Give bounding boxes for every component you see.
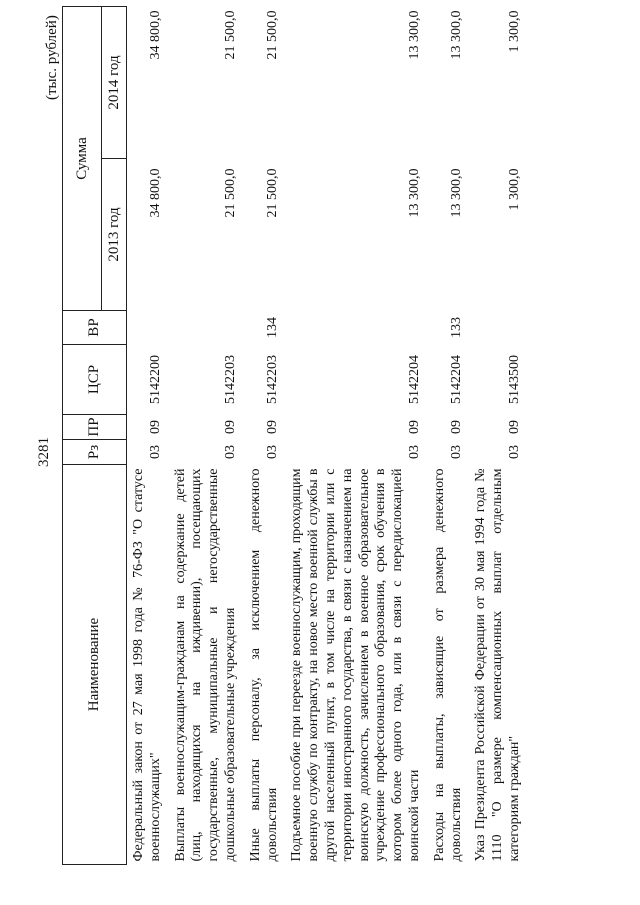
header-name: Наименование <box>63 465 127 865</box>
row-vr-cell <box>169 311 244 345</box>
header-vr: ВР <box>63 311 127 345</box>
row-pr-cell: 09 <box>506 420 522 434</box>
page-number: 3281 <box>36 437 52 467</box>
header-2013: 2013 год <box>102 159 127 311</box>
row-2013-cell: 1 300,0 <box>506 168 522 211</box>
budget-table <box>62 6 528 865</box>
row-rz-cell: 03 <box>264 445 280 459</box>
units-label: (тыс. рублей) <box>44 15 60 100</box>
row-vr-cell: 134 <box>264 317 280 338</box>
row-csr-cell: 5142200 <box>147 355 163 404</box>
row-csr-cell: 5142203 <box>264 355 280 404</box>
row-pr-cell: 09 <box>222 420 238 434</box>
row-vr-cell <box>285 311 427 345</box>
row-pr-cell: 09 <box>406 420 422 434</box>
row-csr-cell: 5142204 <box>448 355 464 404</box>
table-row <box>169 6 244 864</box>
row-2014-cell: 21 500,0 <box>222 10 238 60</box>
header-pr: ПР <box>63 415 127 440</box>
row-2014-cell: 21 500,0 <box>264 10 280 60</box>
row-name-cell: Расходы на выплаты, зависящие от размера денежного довольствия <box>431 468 464 862</box>
row-rz-cell: 03 <box>222 445 238 459</box>
row-name-cell: Указ Президента Российской Федерации от 30 мая 1994 года № 1110 "О размере компенсационных выплат отдельным категориям граждан" <box>473 468 522 862</box>
row-vr-cell <box>127 311 169 345</box>
row-rz-cell: 03 <box>506 445 522 459</box>
row-2013-cell: 34 800,0 <box>147 168 163 218</box>
row-2014-cell: 34 800,0 <box>147 10 163 60</box>
row-vr-cell: 133 <box>448 317 464 338</box>
row-2014-cell: 13 300,0 <box>406 10 422 60</box>
table-row <box>244 6 286 864</box>
row-rz-cell: 03 <box>406 445 422 459</box>
table-header <box>63 6 127 864</box>
header-rz: Рз <box>63 440 127 465</box>
row-name-cell: Подъемное пособие при переезде военнослужащим, проходящим военную службу по контракту, на новое место военной службы в другой населенный пункт, в том числе на территории или с территории иностранного государства, в связи с назначением на воинскую должность, зачислением в военное образовательное учреждение профессионального образования, срок обучения в котором более одного года, или в связи с передислокацией воинской части <box>289 468 422 862</box>
row-vr-cell <box>469 311 527 345</box>
header-2014: 2014 год <box>102 6 127 158</box>
row-2013-cell: 21 500,0 <box>222 168 238 218</box>
table-row <box>285 6 427 864</box>
header-sum: Сумма <box>63 6 102 310</box>
row-2014-cell: 1 300,0 <box>506 10 522 53</box>
row-csr-cell: 5143500 <box>506 355 522 404</box>
table-row <box>127 6 169 864</box>
row-csr-cell: 5142203 <box>222 355 238 404</box>
header-csr: ЦСР <box>63 345 127 415</box>
row-name-cell: Иные выплаты персоналу, за исключением денежного довольствия <box>247 468 280 862</box>
table-row <box>428 6 470 864</box>
table-body <box>127 6 528 864</box>
row-rz-cell: 03 <box>448 445 464 459</box>
row-2013-cell: 21 500,0 <box>264 168 280 218</box>
row-rz-cell: 03 <box>147 445 163 459</box>
row-2014-cell: 13 300,0 <box>448 10 464 60</box>
row-name-cell: Федеральный закон от 27 мая 1998 года № 76-ФЗ "О статусе военнослужащих" <box>131 468 163 862</box>
table-row <box>469 6 527 864</box>
row-2013-cell: 13 300,0 <box>406 168 422 218</box>
row-pr-cell: 09 <box>147 420 163 434</box>
row-name-cell: Выплаты военнослужащим-гражданам на содержание детей (лиц, находящихся на иждивении), посещающих государственные, муниципальные и негосударственные дошкольные образовательные учреждения <box>172 468 238 862</box>
row-2013-cell: 13 300,0 <box>448 168 464 218</box>
row-pr-cell: 09 <box>264 420 280 434</box>
row-csr-cell: 5142204 <box>406 355 422 404</box>
row-pr-cell: 09 <box>448 420 464 434</box>
